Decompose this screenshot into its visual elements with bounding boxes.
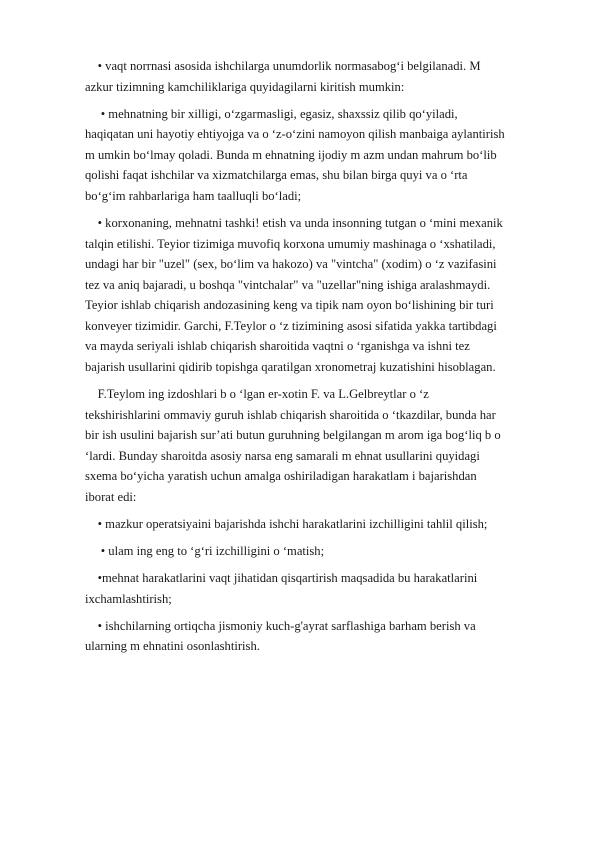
text-line: m umkin bo‘lmay qoladi. Bunda m ehnatning ijodiy m azm undan mahrum bo‘lib bbox=[85, 147, 497, 162]
text-line: haqiqatan uni hayotiy ehtiyojga va o ‘z-o‘zini namoyon qilish manbaiga aylantirish bbox=[85, 127, 505, 142]
text-line: Teyior ishlab chiqarish andozasining keng va tipik nam oyon bo‘lishining bir turi bbox=[85, 298, 494, 313]
text-line: F.Teylom ing izdoshlari b o ‘lgan er-xotin F. va L.Gelbreytlar o ‘z bbox=[85, 386, 429, 401]
text-line: •mehnat harakatlarini vaqt jihatidan qisqartirish maqsadida bu harakatlarini bbox=[85, 571, 478, 586]
text-line: azkur tizimning kamchiliklariga quyidagilarni kiritish mumkin: bbox=[85, 79, 405, 94]
text-line: ixchamlashtirish; bbox=[85, 591, 172, 606]
text-line: talqin etilishi. Teyior tizimiga muvofiq korxona umumiy mashinaga o ‘xshatiladi, bbox=[85, 236, 496, 251]
text-line: • mehnatning bir xilligi, o‘zgarmasligi, egasiz, shaxssiz qilib qo‘yiladi, bbox=[85, 106, 458, 121]
list-item-compaction bbox=[85, 568, 555, 609]
text-line: va mayda seriyali ishlab chiqarish sharoitida vaqtni o ‘rganishga va ishni tez bbox=[85, 339, 470, 354]
text-line: • korxonaning, mehnatni tashki! etish va unda insonning tutgan o ‘mini mexanik bbox=[85, 216, 503, 231]
paragraph-monotony bbox=[85, 104, 555, 207]
text-line: bo‘g‘im rahbarlariga ham taalluqli bo‘ladi; bbox=[85, 188, 302, 203]
text-line: undagi har bir "uzel" (sex, bo‘lim va hakozo) va "vintcha" (xodim) o ‘z vazifasini bbox=[85, 257, 497, 272]
paragraph-gilbreths bbox=[85, 384, 555, 507]
text-line: bajarish usullarini qidirib topishga qaratilgan xronometraj kuzatishini hisoblagan. bbox=[85, 359, 496, 374]
paragraph-mechanistic bbox=[85, 213, 555, 377]
text-line: sxema bo‘yicha yaratish uchun amalga oshiriladigan harakatlam i bajarishdan bbox=[85, 469, 477, 484]
list-item-analysis bbox=[85, 514, 555, 535]
text-line: iborat edi: bbox=[85, 489, 137, 504]
text-line: tez va aniq bajaradi, u boshqa "vintchalar" va "uzellar"ning ishiga aralashmaydi. bbox=[85, 277, 491, 292]
text-line: ularning m ehnatini osonlashtirish. bbox=[85, 639, 260, 654]
text-line: • ulam ing eng to ‘g‘ri izchilligini o ‘matish; bbox=[85, 544, 325, 558]
text-line: • ishchilarning ortiqcha jismoniy kuch-g'ayrat sarflashiga barham berish va bbox=[85, 618, 476, 633]
document-body bbox=[85, 56, 555, 657]
paragraph-time-norm bbox=[85, 56, 555, 97]
text-line: tekshirishlarini ommaviy guruh ishlab chiqarish sharoitida o ‘tkazdilar, bunda har bbox=[85, 407, 496, 422]
text-line: bir ish usulini bajarish sur’ati butun guruhning belgilangan m arom iga bog‘liq b o bbox=[85, 428, 501, 443]
text-line: qolishi faqat ishchilar va xizmatchilarga emas, shu bilan birga quyi va o ‘rta bbox=[85, 168, 468, 183]
text-line: ‘lardi. Bunday sharoitda asosiy narsa eng samarali m ehnat usullarini quyidagi bbox=[85, 448, 480, 463]
text-line: • mazkur operatsiyaini bajarishda ishchi harakatlarini izchilligini tahlil qilish; bbox=[85, 516, 488, 531]
list-item-sequence bbox=[85, 541, 555, 562]
text-line: konveyer tizimidir. Garchi, F.Teylor o ‘z tizimining asosi sifatida yakka tartibdagi bbox=[85, 318, 497, 333]
list-item-effort bbox=[85, 616, 555, 657]
text-line: • vaqt norrnasi asosida ishchilarga unumdorlik normasabog‘i belgilanadi. M bbox=[85, 59, 481, 73]
